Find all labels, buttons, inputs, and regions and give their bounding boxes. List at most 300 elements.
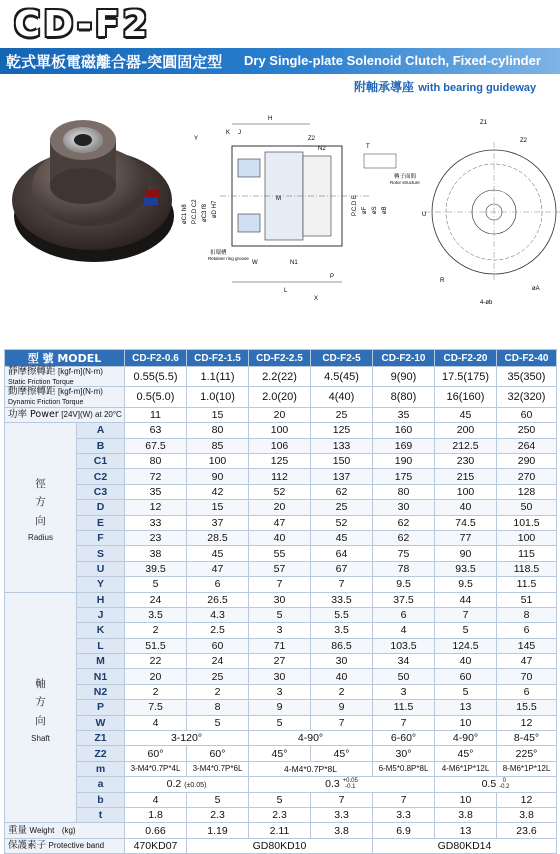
dim-label: m <box>77 761 125 776</box>
dim-Y: Y <box>194 136 199 142</box>
cell: 80 <box>373 484 435 499</box>
dim-label: H <box>77 592 125 607</box>
cell: 67 <box>311 561 373 576</box>
cell: 10 <box>435 715 497 730</box>
cell: 45 <box>187 546 249 561</box>
dim-label: C3 <box>77 484 125 499</box>
cell: 70 <box>497 669 557 684</box>
m-row <box>5 761 557 776</box>
cell: 86.5 <box>311 638 373 653</box>
cell: 6 <box>497 684 557 699</box>
cell: 52 <box>249 484 311 499</box>
retainer-label-en: Retainer ring groove <box>208 256 249 261</box>
cell: 125 <box>249 453 311 468</box>
dimension-row <box>5 700 557 715</box>
cell: 72 <box>125 469 187 484</box>
dim-label: P <box>77 700 125 715</box>
cell: 37.5 <box>373 592 435 607</box>
group-label: 徑 方 向 Radius <box>5 423 77 592</box>
cell: 8 <box>497 607 557 622</box>
cell: 2.11 <box>249 823 311 838</box>
cell: 100 <box>187 453 249 468</box>
dim-label: D <box>77 500 125 515</box>
cell: 25 <box>311 500 373 515</box>
static-torque-row <box>5 367 557 387</box>
row-label: 保護素子 Protective band <box>5 838 125 853</box>
cell: 2.2(22) <box>249 367 311 387</box>
dimension-row <box>5 654 557 669</box>
dimension-row <box>5 561 557 576</box>
cell: 77 <box>435 530 497 545</box>
cell: 35 <box>125 484 187 499</box>
dim-C3: øC3 f8 <box>202 203 208 222</box>
cell: 3.3 <box>373 807 435 822</box>
cell: 22 <box>125 654 187 669</box>
subtitle2-zh: 附軸承導座 <box>354 80 415 94</box>
dim-Z2: Z2 <box>308 136 316 142</box>
cell: 2 <box>125 623 187 638</box>
cell: 45° <box>249 746 311 761</box>
cell: 5 <box>249 607 311 622</box>
dim-E: P.C.D E <box>352 195 358 216</box>
cell: 35 <box>373 407 435 422</box>
dim-label: M <box>77 654 125 669</box>
a-row <box>5 777 557 792</box>
cell: 3.8 <box>435 807 497 822</box>
cell: 60 <box>187 638 249 653</box>
cell: 225° <box>497 746 557 761</box>
cell: 5 <box>249 715 311 730</box>
dim-label: t <box>77 807 125 822</box>
cell: 2.3 <box>249 807 311 822</box>
dimension-row <box>5 638 557 653</box>
dim-label: J <box>77 607 125 622</box>
cell: 5 <box>187 792 249 807</box>
cell: 2.5 <box>187 623 249 638</box>
dim-S: øS <box>372 206 378 214</box>
header-row <box>5 350 557 367</box>
cell: 175 <box>373 469 435 484</box>
cell: 106 <box>249 438 311 453</box>
cell: 37 <box>187 515 249 530</box>
clutch-photo <box>6 98 176 268</box>
dimension-row <box>5 500 557 515</box>
cell: 20 <box>125 669 187 684</box>
cell: 23 <box>125 530 187 545</box>
dim-D: øD H7 <box>212 200 218 218</box>
cell: 15.5 <box>497 700 557 715</box>
cell: 64 <box>311 546 373 561</box>
cell: 5 <box>249 792 311 807</box>
dim-M: M <box>276 196 281 202</box>
cell: 71 <box>249 638 311 653</box>
cell: 1.0(10) <box>187 387 249 407</box>
cell: 2 <box>187 684 249 699</box>
cell: 15 <box>187 500 249 515</box>
cell: 4-90° <box>435 731 497 746</box>
cell: 44 <box>435 592 497 607</box>
row-label: 靜摩擦轉距 [kgf-m](N-m) Static Friction Torque <box>5 367 125 387</box>
dim-W: W <box>252 260 258 266</box>
cell: 11.5 <box>373 700 435 715</box>
dimension-row <box>5 669 557 684</box>
cell: 12 <box>497 715 557 730</box>
cell: 145 <box>497 638 557 653</box>
dim-label: L <box>77 638 125 653</box>
dim-label: C2 <box>77 469 125 484</box>
dim-label: N1 <box>77 669 125 684</box>
cell: 75 <box>373 546 435 561</box>
dimension-row <box>5 453 557 468</box>
cell: 4.3 <box>187 607 249 622</box>
cell: 200 <box>435 423 497 438</box>
cell: 3 <box>249 684 311 699</box>
cell: 7 <box>311 577 373 592</box>
cell: 32(320) <box>497 387 557 407</box>
cell: 9.5 <box>435 577 497 592</box>
cell: 250 <box>497 423 557 438</box>
cell: 112 <box>249 469 311 484</box>
cell: 62 <box>373 530 435 545</box>
model-col: CD-F2-5 <box>311 350 373 367</box>
cell: 25 <box>187 669 249 684</box>
dimension-row <box>5 623 557 638</box>
cell: 60° <box>187 746 249 761</box>
dimension-row <box>5 530 557 545</box>
cell: 40 <box>435 654 497 669</box>
cell: 270 <box>497 469 557 484</box>
cell: 470KD07 <box>125 838 187 853</box>
dimension-row <box>5 515 557 530</box>
dim-label: A <box>77 423 125 438</box>
subtitle-secondary <box>354 78 536 95</box>
cell: 30 <box>373 500 435 515</box>
cell: 12 <box>497 792 557 807</box>
cell: 2.3 <box>187 807 249 822</box>
dimension-row <box>5 715 557 730</box>
section-drawing <box>180 104 420 314</box>
b-row <box>5 792 557 807</box>
z1-row <box>5 731 557 746</box>
dimension-row <box>5 484 557 499</box>
cell: 11 <box>125 407 187 422</box>
model-col: CD-F2-1.5 <box>187 350 249 367</box>
cell: 60 <box>435 669 497 684</box>
dim-label: C1 <box>77 453 125 468</box>
cell: 62 <box>373 515 435 530</box>
cell: 42 <box>187 484 249 499</box>
dim-label: Y <box>77 577 125 592</box>
cell: 7 <box>435 607 497 622</box>
cell: 7 <box>373 715 435 730</box>
cell: 45° <box>435 746 497 761</box>
cell: 4-M4*0.7P*8L <box>249 761 373 776</box>
cell: 4 <box>373 623 435 638</box>
cell: 137 <box>311 469 373 484</box>
cell: 85 <box>187 438 249 453</box>
cell: 3.8 <box>497 807 557 822</box>
cell: 100 <box>435 484 497 499</box>
dimension-row <box>5 577 557 592</box>
dim-X: X <box>314 296 319 302</box>
cell: 26.5 <box>187 592 249 607</box>
cell: 0.66 <box>125 823 187 838</box>
cell: 160 <box>373 423 435 438</box>
cell: 3-M4*0.7P*6L <box>187 761 249 776</box>
cell: 0.3 +0.05 -0.1 <box>249 777 435 792</box>
cell: 101.5 <box>497 515 557 530</box>
model-col: CD-F2-20 <box>435 350 497 367</box>
cell: 28.5 <box>187 530 249 545</box>
dynamic-torque-row <box>5 387 557 407</box>
cell: 50 <box>373 669 435 684</box>
cell: 24 <box>125 592 187 607</box>
cell: 3.5 <box>311 623 373 638</box>
cell: 1.1(11) <box>187 367 249 387</box>
cell: 0.55(5.5) <box>125 367 187 387</box>
cell: 30° <box>373 746 435 761</box>
dim-J: J <box>238 130 241 136</box>
dim-N1: N1 <box>290 260 298 266</box>
model-col: CD-F2-2.5 <box>249 350 311 367</box>
cell: 133 <box>311 438 373 453</box>
cell: 11.5 <box>497 577 557 592</box>
subtitle-zh: 乾式單板電磁離合器-突圓固定型 <box>6 53 223 71</box>
dim-label: W <box>77 715 125 730</box>
cell: 169 <box>373 438 435 453</box>
cell: 4 <box>125 715 187 730</box>
cell: 63 <box>125 423 187 438</box>
front-bolt: 4-øb <box>480 300 493 306</box>
cell: 47 <box>187 561 249 576</box>
cell: 40 <box>311 669 373 684</box>
weight-row <box>5 823 557 838</box>
cell: 35(350) <box>497 367 557 387</box>
cell: 4(40) <box>311 387 373 407</box>
cell: 24 <box>187 654 249 669</box>
cell: 103.5 <box>373 638 435 653</box>
dim-label: E <box>77 515 125 530</box>
cell: GD80KD14 <box>373 838 557 853</box>
dim-L: L <box>284 288 288 294</box>
cell: 13 <box>435 823 497 838</box>
cell: 45 <box>311 530 373 545</box>
cell: 9.5 <box>373 577 435 592</box>
cell: 264 <box>497 438 557 453</box>
cell: 33.5 <box>311 592 373 607</box>
cell: 17.5(175) <box>435 367 497 387</box>
cell: 23.6 <box>497 823 557 838</box>
rotor-label: 轉子面間 <box>394 174 417 180</box>
cell: 125 <box>311 423 373 438</box>
cell: 8-M6*1P*12L <box>497 761 557 776</box>
cell: 67.5 <box>125 438 187 453</box>
dimension-row <box>5 423 557 438</box>
cell: 8 <box>187 700 249 715</box>
subtitle2-en: with bearing guideway <box>418 82 537 94</box>
cell: 40 <box>435 500 497 515</box>
cell: 57 <box>249 561 311 576</box>
cell: 8-45° <box>497 731 557 746</box>
cell: 0.5 0 -0.2 <box>435 777 557 792</box>
cell: 74.5 <box>435 515 497 530</box>
cell: 3-120° <box>125 731 249 746</box>
cell: 3.5 <box>125 607 187 622</box>
row-label: 重量 Weight (kg) <box>5 823 125 838</box>
cell: 60 <box>497 407 557 422</box>
cell: 3 <box>249 623 311 638</box>
cell: 1.8 <box>125 807 187 822</box>
cell: 39.5 <box>125 561 187 576</box>
cell: 128 <box>497 484 557 499</box>
cell: 7 <box>311 792 373 807</box>
dim-label: N2 <box>77 684 125 699</box>
cell: 190 <box>373 453 435 468</box>
cell: 12 <box>125 500 187 515</box>
cell: 7 <box>249 577 311 592</box>
dim-C1: øC1 h8 <box>182 204 188 224</box>
dim-label: B <box>77 438 125 453</box>
front-U: U <box>422 212 427 218</box>
cell: 0.2 (±0.05) <box>125 777 249 792</box>
row-label: 功率 Power [24V](W) at 20°C <box>5 407 125 422</box>
cell: 8(80) <box>373 387 435 407</box>
cell: 30 <box>249 592 311 607</box>
cell: 78 <box>373 561 435 576</box>
cell: 60° <box>125 746 187 761</box>
cell: 5 <box>125 577 187 592</box>
row-label: 動摩擦轉距 [kgf-m](N-m) Dynamic Friction Torque <box>5 387 125 407</box>
cell: 9 <box>249 700 311 715</box>
cell: 3 <box>373 684 435 699</box>
cell: 215 <box>435 469 497 484</box>
cell: 6-60° <box>373 731 435 746</box>
dim-label: Z1 <box>77 731 125 746</box>
model-col: CD-F2-0.6 <box>125 350 187 367</box>
subtitle-bar <box>0 48 560 74</box>
cell: 6-M5*0.8P*8L <box>373 761 435 776</box>
cell: 55 <box>249 546 311 561</box>
dim-label: Z2 <box>77 746 125 761</box>
dim-label: F <box>77 530 125 545</box>
cell: 9(90) <box>373 367 435 387</box>
cell: 27 <box>249 654 311 669</box>
dim-C2: P.C.D C2 <box>192 199 198 224</box>
cell: 4-M6*1P*12L <box>435 761 497 776</box>
cell: 50 <box>497 500 557 515</box>
cell: 33 <box>125 515 187 530</box>
cell: 7 <box>373 792 435 807</box>
cell: GD80KD10 <box>187 838 373 853</box>
dim-T: T <box>366 144 370 150</box>
cell: 6.9 <box>373 823 435 838</box>
cell: 40 <box>249 530 311 545</box>
cell: 80 <box>187 423 249 438</box>
cell: 25 <box>311 407 373 422</box>
cell: 93.5 <box>435 561 497 576</box>
cell: 150 <box>311 453 373 468</box>
cell: 45 <box>435 407 497 422</box>
group-label: 軸 方 向 Shaft <box>5 592 77 823</box>
front-view-drawing <box>420 112 560 312</box>
front-Z1: Z1 <box>480 120 488 126</box>
rotor-label-en: Rotor structure <box>390 180 420 185</box>
cell: 34 <box>373 654 435 669</box>
dim-K: K <box>226 130 231 136</box>
cell: 1.19 <box>187 823 249 838</box>
cell: 2 <box>311 684 373 699</box>
dim-F: øF <box>362 206 368 214</box>
cell: 51.5 <box>125 638 187 653</box>
cell: 5 <box>187 715 249 730</box>
dim-label: K <box>77 623 125 638</box>
dimension-row <box>5 546 557 561</box>
dim-label: U <box>77 561 125 576</box>
t-row <box>5 807 557 822</box>
cell: 100 <box>249 423 311 438</box>
cell: 20 <box>249 407 311 422</box>
front-Z2: Z2 <box>520 138 528 144</box>
cell: 2 <box>125 684 187 699</box>
cell: 290 <box>497 453 557 468</box>
cell: 100 <box>497 530 557 545</box>
cell: 7.5 <box>125 700 187 715</box>
model-col: CD-F2-40 <box>497 350 557 367</box>
cell: 2.0(20) <box>249 387 311 407</box>
cell: 3-M4*0.7P*4L <box>125 761 187 776</box>
dim-label: S <box>77 546 125 561</box>
product-title: CD-F2 <box>14 4 151 45</box>
cell: 80 <box>125 453 187 468</box>
cell: 16(160) <box>435 387 497 407</box>
cell: 212.5 <box>435 438 497 453</box>
front-A: øA <box>532 286 540 292</box>
z2-row <box>5 746 557 761</box>
dim-label: b <box>77 792 125 807</box>
cell: 4 <box>125 792 187 807</box>
band-row <box>5 838 557 853</box>
cell: 51 <box>497 592 557 607</box>
cell: 3.3 <box>311 807 373 822</box>
dimension-row <box>5 607 557 622</box>
dim-label: a <box>77 777 125 792</box>
cell: 30 <box>249 669 311 684</box>
dimension-row <box>5 592 557 607</box>
cell: 5 <box>435 623 497 638</box>
cell: 20 <box>249 500 311 515</box>
cell: 6 <box>187 577 249 592</box>
dimension-row <box>5 684 557 699</box>
dim-B: øB <box>382 206 388 214</box>
cell: 5 <box>435 684 497 699</box>
cell: 118.5 <box>497 561 557 576</box>
cell: 230 <box>435 453 497 468</box>
cell: 38 <box>125 546 187 561</box>
cell: 90 <box>187 469 249 484</box>
cell: 9 <box>311 700 373 715</box>
cell: 6 <box>373 607 435 622</box>
cell: 4.5(45) <box>311 367 373 387</box>
model-header: 型 號 MODEL <box>5 350 125 367</box>
dim-H: H <box>268 116 273 122</box>
dimension-row <box>5 469 557 484</box>
cell: 13 <box>435 700 497 715</box>
spec-table <box>4 349 557 854</box>
model-col: CD-F2-10 <box>373 350 435 367</box>
cell: 115 <box>497 546 557 561</box>
cell: 3.8 <box>311 823 373 838</box>
cell: 7 <box>311 715 373 730</box>
